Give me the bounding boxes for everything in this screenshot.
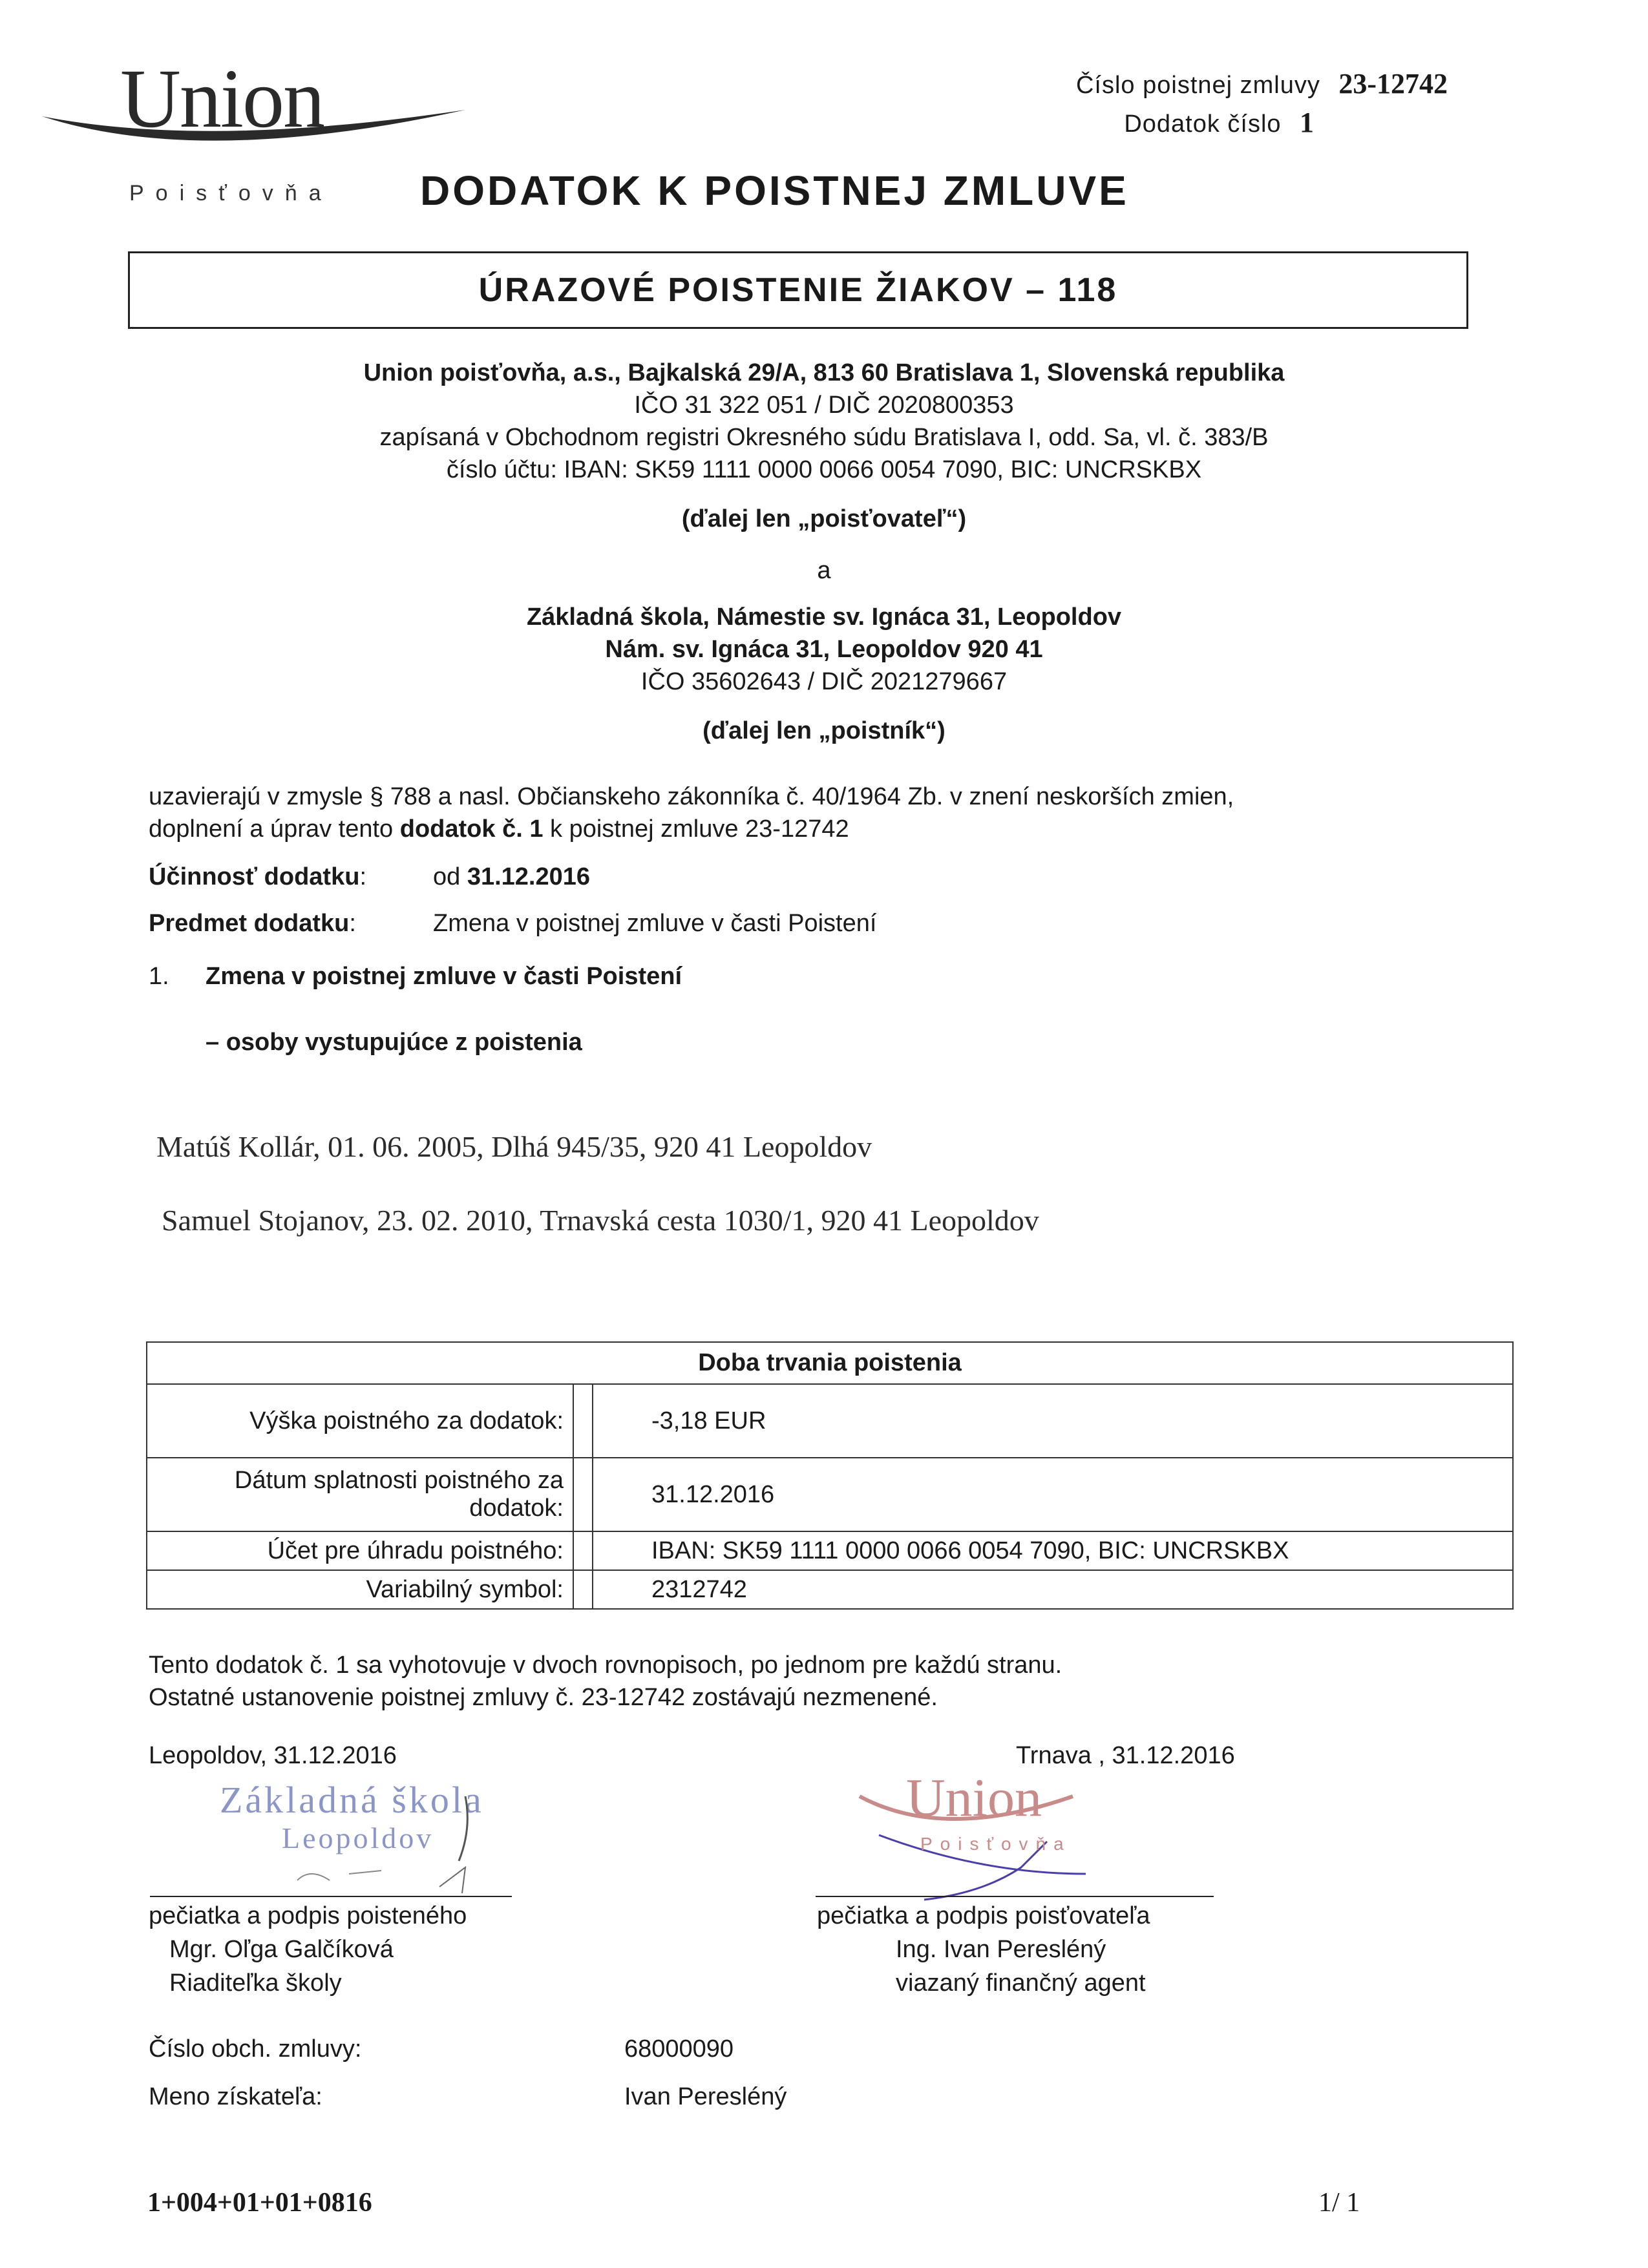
product-title-box xyxy=(128,251,1468,329)
product-title: ÚRAZOVÉ POISTENIE ŽIAKOV – 118 xyxy=(478,271,1118,309)
policyholder-line3: IČO 35602643 / DIČ 2021279667 xyxy=(640,668,1008,695)
intro-addendum-ref: dodatok č. 1 xyxy=(399,815,544,843)
addendum-number-block xyxy=(969,106,1314,139)
closing-line1: Tento dodatok č. 1 sa vyhotovuje v dvoch rovnopisoch, po jednom pre každú stranu. xyxy=(149,1652,1062,1679)
section1-number: 1. xyxy=(149,963,169,990)
policyholder-line1: Základná škola, Námestie sv. Ignáca 31, Leopoldov xyxy=(526,604,1122,631)
right-signatory-name: Ing. Ivan Peresléný xyxy=(896,1936,1106,1963)
insurer-line1: Union poisťovňa, a.s., Bajkalská 29/A, 813 60 Bratislava 1, Slovenská republika xyxy=(363,359,1285,386)
table-row xyxy=(147,1458,1513,1531)
table-gap-cell xyxy=(573,1531,593,1570)
intro-contract-ref: k poistnej zmluve 23-12742 xyxy=(543,815,849,843)
table-row-value: 31.12.2016 xyxy=(593,1458,1513,1531)
table-row-label: Dátum splatnosti poistného za dodatok: xyxy=(147,1458,573,1531)
subject-value: Zmena v poistnej zmluve v časti Poistení xyxy=(433,910,877,937)
subject-label: Predmet dodatku xyxy=(149,910,350,937)
business-contract-label: Číslo obch. zmluvy: xyxy=(149,2035,362,2063)
person-entry: Matúš Kollár, 01. 06. 2005, Dlhá 945/35, 920 41 Leopoldov xyxy=(156,1130,872,1163)
table-gap-cell xyxy=(573,1384,593,1458)
effective-label: Účinnosť dodatku xyxy=(149,863,360,890)
right-place-date: Trnava , 31.12.2016 xyxy=(1016,1742,1235,1769)
table-gap-cell xyxy=(573,1458,593,1531)
addendum-number-label: Dodatok číslo xyxy=(1124,110,1282,138)
subject-colon: : xyxy=(349,910,356,937)
footer-code: 1+004+01+01+0816 xyxy=(147,2188,372,2218)
insurer-line2: IČO 31 322 051 / DIČ 2020800353 xyxy=(634,392,1014,419)
business-acquirer-value: Ivan Peresléný xyxy=(624,2083,787,2110)
effective-value xyxy=(433,861,590,893)
table-row-value: 2312742 xyxy=(593,1570,1513,1609)
effective-date: 31.12.2016 xyxy=(467,863,591,890)
right-signature-line xyxy=(816,1896,1214,1897)
contract-number-block xyxy=(969,67,1448,100)
subject-row xyxy=(149,907,356,940)
union-stamp-line1: Union xyxy=(906,1768,1042,1828)
contract-number-value: 23-12742 xyxy=(1338,68,1448,100)
footer-page: 1/ 1 xyxy=(1318,2188,1360,2218)
left-place-date: Leopoldov, 31.12.2016 xyxy=(149,1742,397,1769)
left-signatory-role: Riaditeľka školy xyxy=(169,1969,342,1997)
left-signature-icon xyxy=(246,1790,504,1900)
logo-swoosh-icon xyxy=(39,103,478,155)
right-signatory-role: viazaný finančný agent xyxy=(896,1969,1146,1997)
section1-title: Zmena v poistnej zmluve v časti Poistení xyxy=(206,963,682,990)
effective-prefix: od xyxy=(433,863,467,890)
table-row-label: Účet pre úhradu poistného: xyxy=(147,1531,573,1570)
business-contract-value: 68000090 xyxy=(624,2035,734,2063)
policyholder-line2: Nám. sv. Ignáca 31, Leopoldov 920 41 xyxy=(605,636,1043,663)
person-entry: Samuel Stojanov, 23. 02. 2010, Trnavská cesta 1030/1, 920 41 Leopoldov xyxy=(162,1204,1039,1237)
table-gap-cell xyxy=(573,1570,593,1609)
and-connector: a xyxy=(817,557,831,584)
insurer-line4: číslo účtu: IBAN: SK59 1111 0000 0066 0054 7090, BIC: UNCRSKBX xyxy=(446,456,1202,483)
union-stamp-line2: Poisťovňa xyxy=(920,1834,1072,1854)
table-row xyxy=(147,1531,1513,1570)
intro-line2 xyxy=(149,813,849,845)
insurer-alias: (ďalej len „poisťovateľ“) xyxy=(681,505,967,532)
right-signature-caption: pečiatka a podpis poisťovateľa xyxy=(817,1902,1150,1929)
table-header: Doba trvania poistenia xyxy=(147,1342,1513,1384)
school-stamp-line1: Základná škola xyxy=(220,1779,484,1821)
intro-line1: uzavierajú v zmysle § 788 a nasl. Občianskeho zákonníka č. 40/1964 Zb. v znení neskorších zmien, xyxy=(149,783,1234,810)
intro-text: doplnení a úprav tento xyxy=(149,815,400,843)
document-title: DODATOK K POISTNEJ ZMLUVE xyxy=(420,167,1129,214)
effective-row xyxy=(149,861,366,893)
table-row-value: -3,18 EUR xyxy=(593,1384,1513,1458)
left-signature-caption: pečiatka a podpis poisteného xyxy=(149,1902,467,1929)
school-stamp-line2: Leopoldov xyxy=(282,1822,434,1854)
table-row xyxy=(147,1570,1513,1609)
left-signatory-name: Mgr. Oľga Galčíková xyxy=(169,1936,394,1963)
contract-number-label: Číslo poistnej zmluvy xyxy=(1075,72,1320,99)
insurer-line3: zapísaná v Obchodnom registri Okresného súdu Bratislava I, odd. Sa, vl. č. 383/B xyxy=(379,424,1269,451)
table-header-row xyxy=(147,1342,1513,1384)
table-row-label: Variabilný symbol: xyxy=(147,1570,573,1609)
left-signature-line xyxy=(150,1896,512,1897)
table-row xyxy=(147,1384,1513,1458)
table-row-value: IBAN: SK59 1111 0000 0066 0054 7090, BIC: UNCRSKBX xyxy=(593,1531,1513,1570)
closing-line2: Ostatné ustanovenie poistnej zmluvy č. 23-12742 zostávajú nezmenené. xyxy=(149,1684,938,1711)
section1-subtitle: – osoby vystupujúce z poistenia xyxy=(206,1029,582,1056)
business-acquirer-label: Meno získateľa: xyxy=(149,2083,322,2110)
effective-colon: : xyxy=(359,863,366,890)
duration-table xyxy=(146,1341,1514,1610)
table-row-label: Výška poistného za dodatok: xyxy=(147,1384,573,1458)
addendum-number-value: 1 xyxy=(1300,107,1314,138)
policyholder-alias: (ďalej len „poistník“) xyxy=(703,717,945,744)
logo-wordmark: Union xyxy=(120,52,324,145)
logo-subtitle: Poisťovňa xyxy=(129,181,333,205)
